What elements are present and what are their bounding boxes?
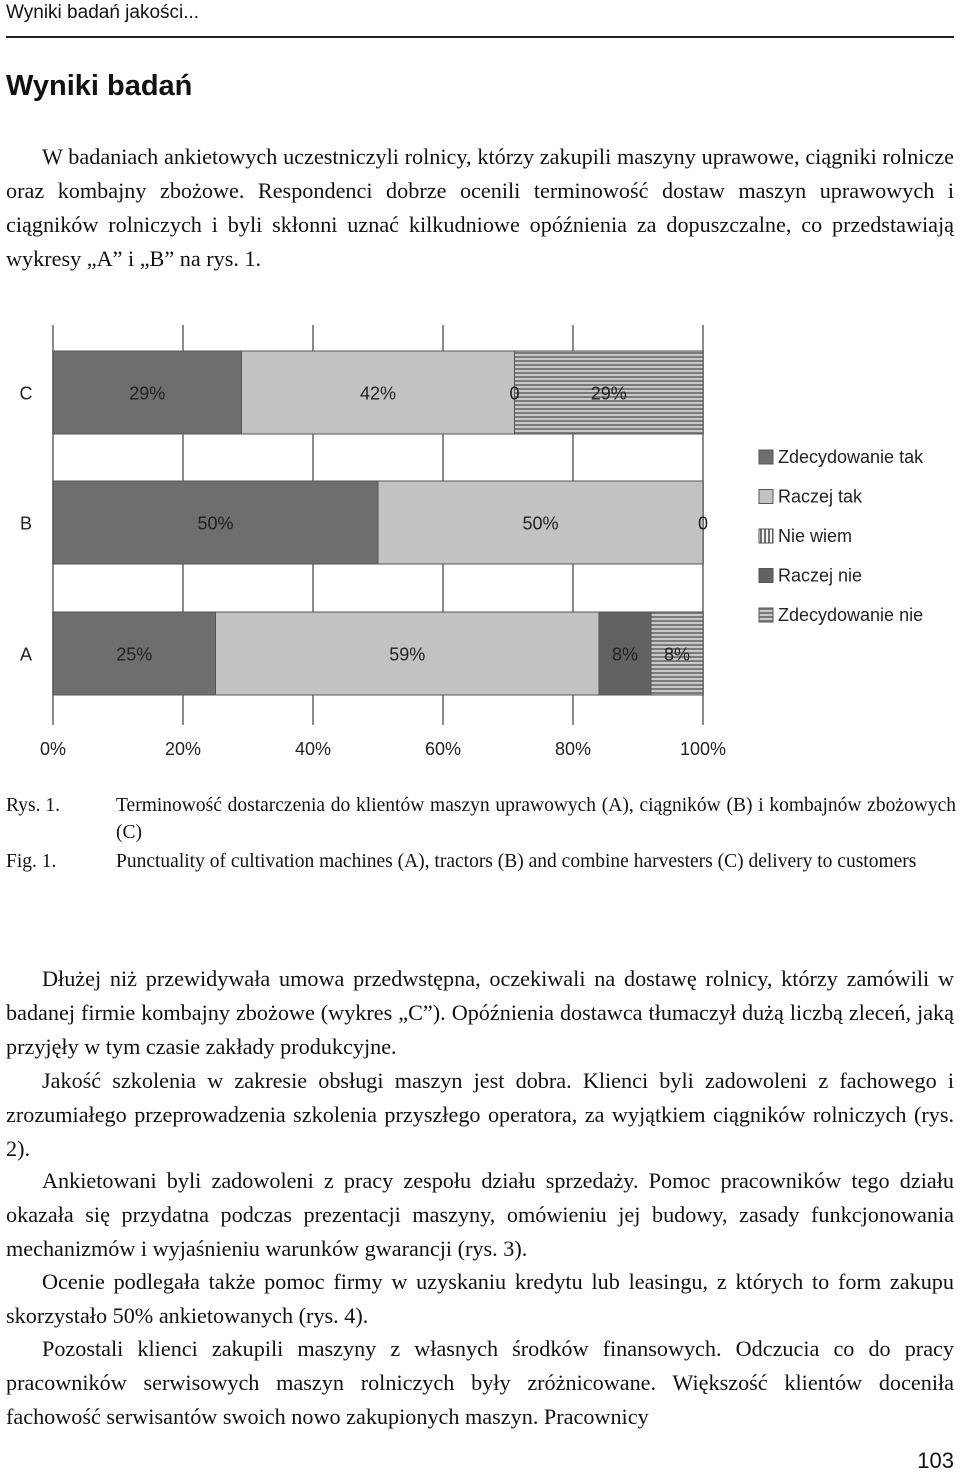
data-label: 29%: [129, 383, 166, 404]
legend-label: Raczej nie: [778, 565, 863, 586]
data-label: 42%: [359, 383, 397, 404]
legend-label: Zdecydowanie nie: [778, 605, 924, 625]
x-tick-label: 20%: [164, 739, 202, 759]
category-label: A: [19, 644, 33, 665]
category-label: B: [19, 513, 33, 534]
legend-label: Raczej tak: [778, 486, 863, 507]
paragraph-3: Jakość szkolenia w zakresie obsługi maszyn jest dobra. Klienci byli zadowoleni z fachowego i zrozumiałego przeprowadzenia szkolenia przyszłego operatora, za wyjątkiem ciągników rolniczych (rys. 2).: [6, 1068, 954, 1161]
section-title: Wyniki badań: [6, 70, 193, 102]
data-label: 59%: [389, 644, 426, 665]
category-labels: [20, 384, 33, 665]
caption-label-en: Fig. 1.: [6, 851, 57, 872]
x-tick-label: 80%: [554, 739, 592, 759]
header-rule: [6, 36, 954, 38]
data-label: 8%: [663, 644, 691, 665]
page-number: 103: [917, 1448, 954, 1473]
caption-text-pl: Terminowość dostarczenia do klientów maszyn uprawowych (A), ciągników (B) i kombajnów zbożowych (C): [116, 795, 956, 843]
legend-swatch: [759, 608, 773, 622]
paragraph-6: Pozostali klienci zakupili maszyny z własnych środków finansowych. Odczucia co do pracy pracowników serwisowych maszyn rolniczych były zróżnicowane. Większość klientów doceniła fachowość serwisantów swoich nowo zakupionych maszyn. Pracownicy: [6, 1336, 954, 1429]
data-label: 50%: [522, 513, 559, 534]
data-label: 0: [697, 513, 709, 534]
legend-swatch: [759, 569, 773, 583]
x-tick-label: 0%: [39, 739, 67, 759]
legend-label: Nie wiem: [778, 526, 853, 546]
paragraph-4: Ankietowani byli zadowoleni z pracy zespołu działu sprzedaży. Pomoc pracowników tego działu okazała się przydatna podczas prezentacji maszyny, omówieniu jej budowy, zasady funkcjonowania mechanizmów i wyjaśnieniu warunków gwarancji (rys. 3).: [6, 1168, 954, 1261]
x-tick-label: 100%: [679, 739, 727, 759]
paragraph-2: Dłużej niż przewidywała umowa przedwstępna, oczekiwali na dostawę rolnicy, którzy zamówili w badanej firmie kombajny zbożowe (wykres „C”). Opóźnienia dostawca tłumaczył dużą liczbą zleceń, jaką przyjęły w tym czasie zakłady produkcyjne.: [6, 966, 954, 1059]
legend-swatch: [759, 450, 773, 464]
paragraph-5: Ocenie podlegała także pomoc firmy w uzyskaniu kredytu lub leasingu, z których to form zakupu skorzystało 50% ankietowanych (rys. 4).: [6, 1269, 954, 1328]
data-label: 29%: [590, 383, 627, 404]
x-tick-label: 40%: [294, 739, 332, 759]
legend-swatch: [759, 529, 773, 543]
legend-swatch: [759, 490, 773, 504]
x-tick-label: 60%: [424, 739, 462, 759]
stacked-bar-chart: [0, 318, 960, 773]
data-label: 50%: [197, 513, 234, 534]
data-label: 8%: [611, 644, 639, 665]
category-label: C: [19, 383, 33, 404]
x-tick-labels: [40, 739, 726, 759]
data-label: 25%: [116, 644, 153, 665]
running-title: Wyniki badań jakości...: [6, 2, 200, 23]
legend: [759, 447, 924, 625]
legend-label: Zdecydowanie tak: [778, 447, 924, 467]
paragraph-intro: W badaniach ankietowych uczestniczyli rolnicy, którzy zakupili maszyny uprawowe, ciągniki rolnicze oraz kombajny zbożowe. Respondenci dobrze ocenili terminowość dostaw maszyn uprawowych i ciągników rolniczych i byli skłonni uznać kilkudniowe opóźnienia za dopuszczalne, co przedstawiają wykresy „A” i „B” na rys. 1.: [6, 144, 954, 271]
caption-label-pl: Rys. 1.: [6, 795, 60, 816]
caption-text-en: Punctuality of cultivation machines (A), tractors (B) and combine harvesters (C) delivery to customers: [116, 851, 917, 872]
data-label: 0: [509, 383, 520, 404]
